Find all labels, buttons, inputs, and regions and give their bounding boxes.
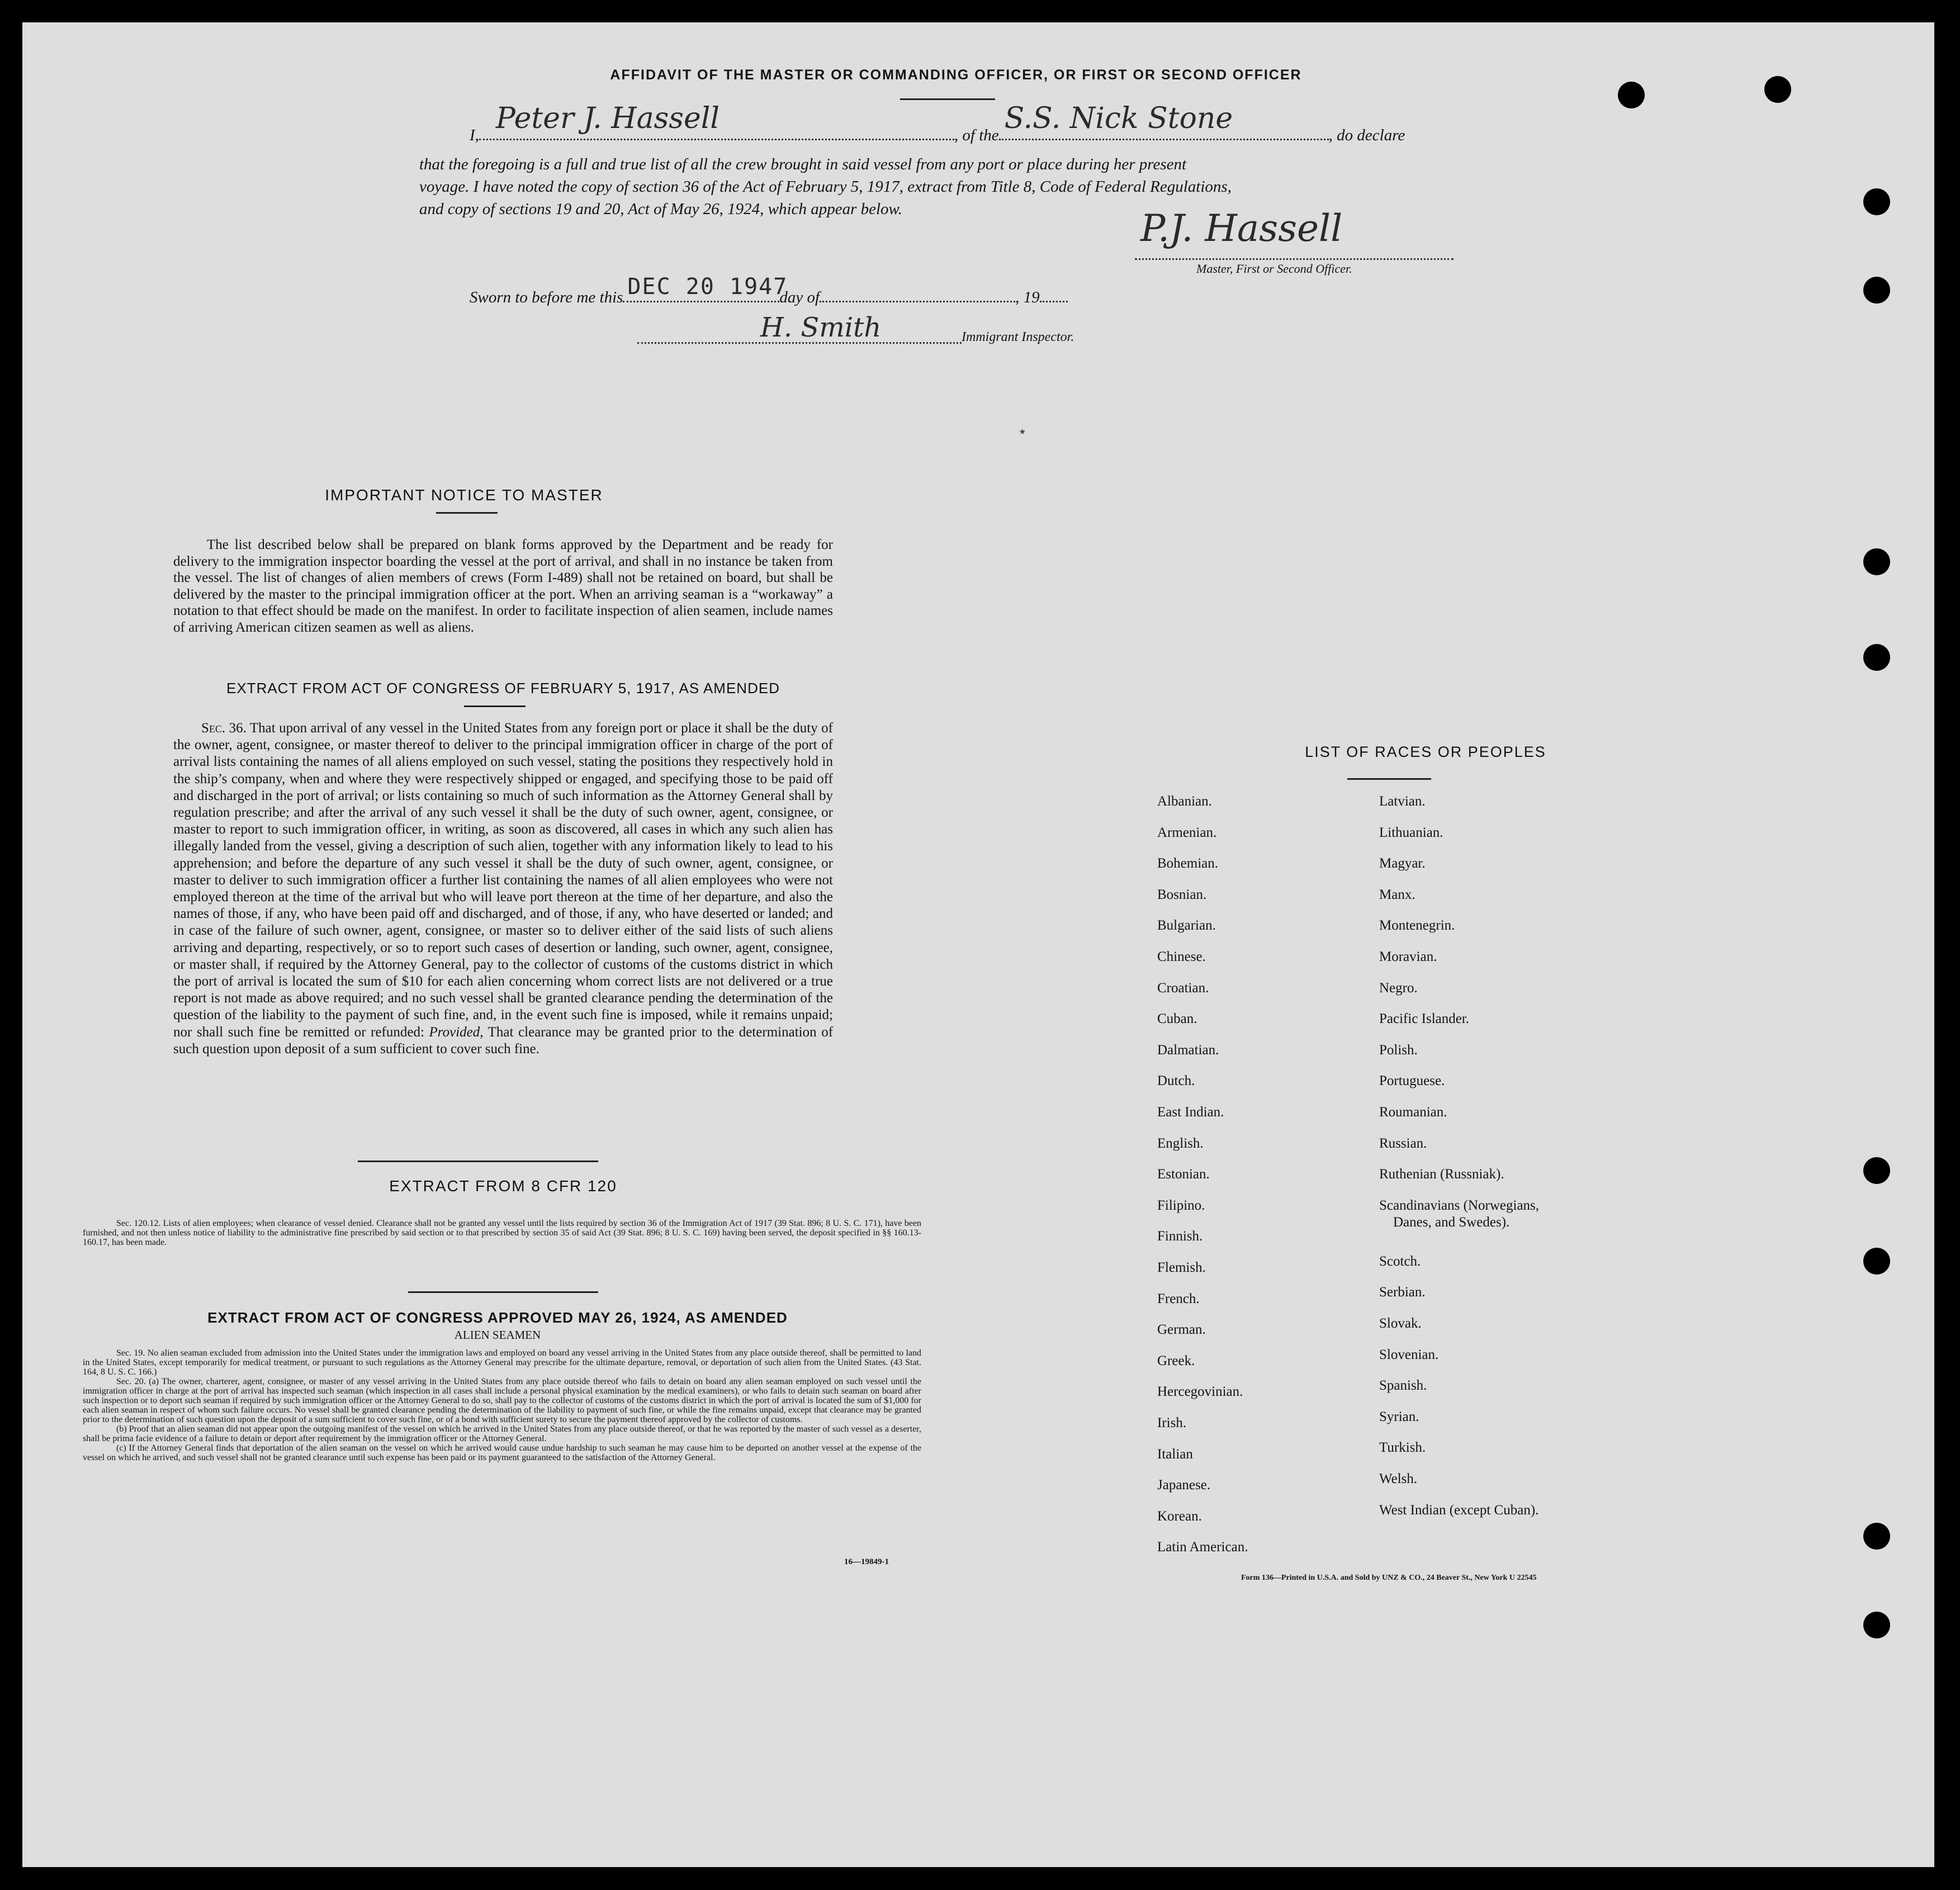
race-item-right: Scandinavians (Norwegians, xyxy=(1379,1197,1540,1213)
affidavit-line-2: that the foregoing is a full and true list of all the crew brought in said vessel from any port or place during her present xyxy=(419,155,1187,173)
affidavit-i: I, xyxy=(470,126,479,144)
punch-hole xyxy=(1863,1523,1890,1550)
race-item-right: Slovak. xyxy=(1379,1316,1422,1331)
proviso-rest: That clearance may be granted prior to the determination of such question upon deposit of a sum sufficient to cover such fine. xyxy=(173,1024,834,1057)
races-rule xyxy=(1347,778,1431,780)
race-item-right: Scotch. xyxy=(1379,1253,1421,1269)
extract-1924-title: EXTRACT FROM ACT OF CONGRESS APPROVED MAY 26, 1924, AS AMENDED xyxy=(207,1309,788,1326)
sec20a-text: Sec. 20. (a) The owner, charterer, agent, consignee, or master of any vessel arriving in the United States from any place outside thereof who fails to detain on board any alien seaman employed on such vessel until the immigration officer in charge at the port of arrival has inspected such seaman (which inspection in all cases shall include a personal physical examination by the medical examiners), or who fails to detain such seaman on board after such inspection or to deport such seaman if required by such immigration officer or the Attorney General to do so, shall pay to the collector of customs of the customs district in which the port of arrival is located the sum of $1,000 for each alien seaman in respect of whom such failure occurs. No vessel shall be granted clearance pending the determination of the liability to payment of such fine, or while the fine remains unpaid, except that clearance may be granted prior to the determination of such question upon the deposit of a sum sufficient to cover such fine, or of a bond with sufficient surety to secure the payment thereof approved by the collector of customs. xyxy=(83,1377,921,1424)
race-item-left: Greek. xyxy=(1157,1353,1195,1368)
race-item-left: Bulgarian. xyxy=(1157,918,1216,934)
extract-1917-title: EXTRACT FROM ACT OF CONGRESS OF FEBRUARY 5, 1917, AS AMENDED xyxy=(226,680,780,697)
race-item-left: Hercegovinian. xyxy=(1157,1384,1243,1400)
affidavit-do-declare: , do declare xyxy=(1328,126,1405,144)
race-item-left: Croatian. xyxy=(1157,980,1209,996)
signature-caption: Master, First or Second Officer. xyxy=(1196,262,1352,276)
master-name-handwritten: Peter J. Hassell xyxy=(495,102,720,135)
races-title: LIST OF RACES OR PEOPLES xyxy=(1305,743,1546,760)
punch-hole xyxy=(1618,82,1645,108)
race-item-right: Russian. xyxy=(1379,1135,1427,1151)
race-item-right: Montenegrin. xyxy=(1379,918,1455,934)
inspector-caption: Immigrant Inspector. xyxy=(962,330,1074,344)
affidavit-line-1 xyxy=(470,102,1509,145)
race-item-right: Turkish. xyxy=(1379,1440,1426,1456)
cfr-top-rule xyxy=(358,1160,598,1162)
race-item-left: Dutch. xyxy=(1157,1073,1195,1089)
race-item-left: Finnish. xyxy=(1157,1229,1203,1244)
race-item-right: Manx. xyxy=(1379,887,1415,902)
center-mark: ⋆ xyxy=(1017,423,1028,440)
race-item-right: Syrian. xyxy=(1379,1409,1419,1424)
punch-hole xyxy=(1764,76,1791,103)
sec36-text: That upon arrival of any vessel in the United States from any foreign port or place it shall be the duty of the owner, agent, consignee, or master thereof to deliver to the principal immigration officer in charge of the port of arrival lists containing the names of all aliens employed on such vessel, stating the positions they respectively hold in the ship’s company, when and where they were respectively shipped or engaged, and specifying those to be paid off and discharged in the port of arrival; or lists containing so much of such information as the Attorney General shall by regulation prescribe; and after the arrival of any such vessel it shall be the duty of such owner, agent, consignee, or master to report to such immigration officer, in writing, as soon as discovered, all cases in which any such alien has illegally landed from the vessel, giving a description of such alien, together with any information likely to lead to his apprehension; and before the departure of any such vessel it shall be the duty of such owner, agent, consignee, or master to deliver to such immigration officer a further list containing the names of all alien employees who were not employed thereon at the time of the arrival but who will leave port thereon at the time of her departure, and also the names of those, if any, who have been paid off and discharged, and of those, if any, who have deserted or landed; and in case of the failure of such owner, agent, consignee, or master so to deliver either of the said lists of such aliens arriving and departing, respectively, or so to report such cases of desertion or landing, such owner, agent, consignee, or master shall, if required by the Attorney General, pay to the collector of customs of the customs district in which the port of arrival is located the sum of $10 for each alien concerning whom correct lists are not delivered or a true report is not made as above required; and no such vessel shall be granted clearance pending the determination of the question of the liability to the payment of such fine, and, in the event such fine is imposed, while it remains unpaid; nor shall such fine be remitted or refunded: xyxy=(173,721,833,1040)
sec20c-text: (c) If the Attorney General finds that deportation of the alien seaman on the vessel on which he arrived would cause undue hardship to such seaman he may cause him to be deported on another vessel at the expense of the vessel on which he arrived, and such vessel shall not be granted clearance until such expense has been paid or its payment guaranteed to the satisfaction of the Attorney General. xyxy=(83,1443,921,1462)
extract-1917-body xyxy=(173,720,833,1058)
punch-hole xyxy=(1863,1248,1890,1275)
race-item-right: Serbian. xyxy=(1379,1285,1426,1300)
inspector-signature: H. Smith xyxy=(760,312,882,343)
race-item-left: Chinese. xyxy=(1157,949,1206,964)
punch-hole xyxy=(1863,548,1890,575)
form-number: 16—19849-1 xyxy=(844,1557,889,1566)
punch-hole xyxy=(1863,644,1890,671)
race-item-right: West Indian (except Cuban). xyxy=(1379,1502,1539,1518)
punch-hole xyxy=(1863,188,1890,215)
race-item-left: Estonian. xyxy=(1157,1167,1210,1182)
race-item-left: Bosnian. xyxy=(1157,887,1207,902)
sec19-text: Sec. 19. No alien seaman excluded from admission into the United States under the immigration laws and employed on board any vessel arriving in the United States from any place outside thereof, shall be permitted to land in the United States, except temporarily for medical treatment, or pursuant to such regulations as the Attorney General may prescribe for the ultimate departure, removal, or deportation of such alien from the United States. (43 Stat. 164, 8 U. S. C. 166.) xyxy=(83,1348,921,1377)
notice-title: IMPORTANT NOTICE TO MASTER xyxy=(325,486,603,504)
punch-hole xyxy=(1863,277,1890,304)
year-prefix: , 19 xyxy=(1015,288,1040,306)
race-item-left: German. xyxy=(1157,1322,1206,1338)
race-item-right: Ruthenian (Russniak). xyxy=(1379,1167,1504,1182)
proviso-word: Provided, xyxy=(429,1024,484,1040)
race-item-left: Albanian. xyxy=(1157,794,1212,809)
race-item-left: Flemish. xyxy=(1157,1260,1206,1275)
affidavit-line-3: voyage. I have noted the copy of section 36 of the Act of February 5, 1917, extract from Title 8, Code of Federal Regulations, xyxy=(419,178,1232,196)
race-item-right: Welsh. xyxy=(1379,1471,1418,1486)
race-item-right: Danes, and Swedes). xyxy=(1393,1214,1510,1230)
affidavit-title: AFFIDAVIT OF THE MASTER OR COMMANDING OFFICER, OR FIRST OR SECOND OFFICER xyxy=(610,67,1302,83)
race-item-left: English. xyxy=(1157,1135,1204,1151)
race-item-left: Filipino. xyxy=(1157,1197,1205,1213)
day-of-text: day of xyxy=(779,288,820,306)
date-stamp: DEC 20 1947 xyxy=(627,274,788,300)
signature-line xyxy=(1135,258,1454,260)
affidavit-line-4: and copy of sections 19 and 20, Act of May 26, 1924, which appear below. xyxy=(419,200,902,218)
extract-1924-body xyxy=(83,1348,921,1462)
race-item-left: Armenian. xyxy=(1157,825,1217,840)
cfr-bottom-rule xyxy=(408,1291,598,1293)
race-item-right: Moravian. xyxy=(1379,949,1437,964)
extract-1917-rule xyxy=(464,705,525,707)
extract-cfr-body: Sec. 120.12. Lists of alien employees; when clearance of vessel denied. Clearance shall not be granted any vessel until the lists required by section 36 of the Immigration Act of 1917 (39 Stat. 896; 8 U. S. C. 171), have been furnished, and not then unless notice of liability to the administrative fine prescribed by said section or to that prescribed by section 35 of said Act (39 Stat. 896; 8 U. S. C. 169) having been served, the deposit specified in §§ 160.13-160.17, has been made. xyxy=(83,1219,921,1247)
vessel-name-handwritten: S.S. Nick Stone xyxy=(1004,102,1233,135)
race-item-left: Latin American. xyxy=(1157,1540,1248,1555)
sworn-text: Sworn to before me this xyxy=(470,288,623,306)
extract-cfr-title: EXTRACT FROM 8 CFR 120 xyxy=(389,1177,617,1195)
notice-rule xyxy=(436,512,498,514)
document-page xyxy=(22,22,1934,1867)
race-item-right: Portuguese. xyxy=(1379,1073,1445,1089)
race-item-left: Japanese. xyxy=(1157,1477,1211,1493)
race-item-right: Negro. xyxy=(1379,980,1418,996)
race-item-right: Slovenian. xyxy=(1379,1347,1439,1362)
race-item-left: Korean. xyxy=(1157,1508,1202,1524)
race-item-right: Latvian. xyxy=(1379,794,1426,809)
race-item-left: Italian xyxy=(1157,1446,1193,1462)
race-item-left: Irish. xyxy=(1157,1415,1187,1430)
race-item-left: French. xyxy=(1157,1291,1200,1306)
sec36-label: Sec. 36. xyxy=(201,721,247,736)
race-item-right: Lithuanian. xyxy=(1379,825,1443,840)
race-item-right: Pacific Islander. xyxy=(1379,1011,1470,1027)
race-item-left: Bohemian. xyxy=(1157,856,1219,871)
race-item-left: Cuban. xyxy=(1157,1011,1197,1027)
affidavit-of-the: , of the xyxy=(954,126,999,144)
notice-body: The list described below shall be prepared on blank forms approved by the Department and be ready for delivery to the immigration inspector boarding the vessel at the port of arrival, and shall in no instance be taken from the vessel. The list of changes of alien members of crews (Form I-489) shall not be retained on board, but shall be delivered by the master to the principal immigration officer at the port. When an arriving seaman is a “workaway” a notation to that effect should be made on the manifest. In order to facilitate inspection of alien seamen, include names of arriving American citizen seamen as well as aliens. xyxy=(173,537,833,635)
punch-hole xyxy=(1863,1157,1890,1184)
race-item-left: East Indian. xyxy=(1157,1105,1224,1120)
extract-1924-subtitle: ALIEN SEAMEN xyxy=(454,1328,541,1342)
race-item-right: Polish. xyxy=(1379,1042,1418,1058)
race-item-left: Dalmatian. xyxy=(1157,1042,1219,1058)
title-rule xyxy=(900,98,995,100)
sworn-line xyxy=(470,274,1068,307)
master-signature: P.J. Hassell xyxy=(1140,207,1343,250)
punch-hole xyxy=(1863,1612,1890,1638)
race-item-right: Magyar. xyxy=(1379,856,1426,871)
printer-line: Form 136—Printed in U.S.A. and Sold by UNZ & CO., 24 Beaver St., New York U 22545 xyxy=(1241,1574,1537,1582)
race-item-right: Spanish. xyxy=(1379,1378,1427,1394)
race-item-right: Roumanian. xyxy=(1379,1105,1447,1120)
sec20b-text: (b) Proof that an alien seaman did not appear upon the outgoing manifest of the vessel on which he arrived in the United States from any place outside thereof, or that he was reported by the master of such vessel as a deserter, shall be prima facie evidence of a failure to detain or deport after requirement by the immigration officer or the Attorney General. xyxy=(83,1424,921,1443)
